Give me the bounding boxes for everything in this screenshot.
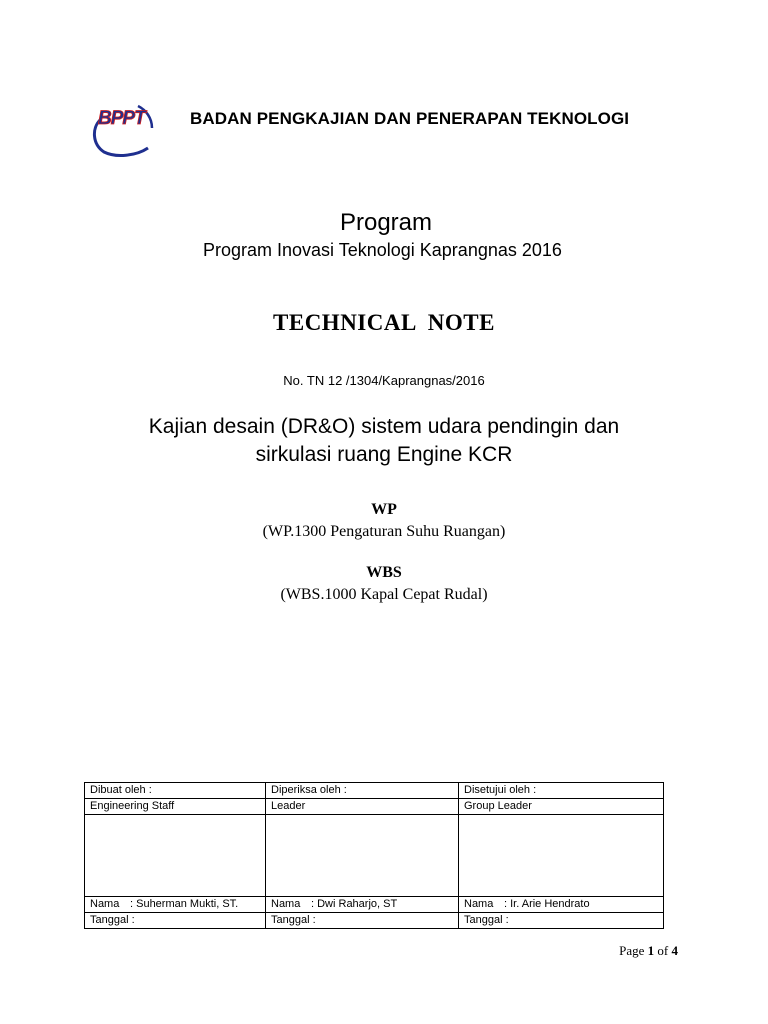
organization-name: BADAN PENGKAJIAN DAN PENERAPAN TEKNOLOGI bbox=[190, 109, 630, 128]
wbs-label: WBS bbox=[366, 564, 402, 581]
name-value: : Suherman Mukti, ST. bbox=[130, 898, 239, 910]
document-title-line-1: Kajian desain (DR&O) sistem udara pendingin dan bbox=[148, 415, 620, 438]
document-number: No. TN 12 /1304/Kaprangnas/2016 bbox=[283, 373, 485, 388]
signature-name-approved bbox=[459, 897, 664, 913]
wp-label: WP bbox=[371, 501, 397, 518]
signature-space-approved bbox=[459, 815, 664, 897]
name-label: Nama bbox=[464, 898, 494, 910]
page-total: 4 bbox=[671, 943, 678, 958]
document-type: TECHNICAL NOTE bbox=[273, 310, 495, 335]
signature-heading-approved: Disetujui oleh : bbox=[459, 783, 664, 799]
signature-space-row bbox=[85, 815, 664, 897]
signature-role-approved: Group Leader bbox=[459, 799, 664, 815]
wp-block bbox=[0, 499, 768, 543]
program-label: Program bbox=[339, 209, 433, 236]
signature-heading-checked: Diperiksa oleh : bbox=[266, 783, 459, 799]
page-word: Page bbox=[619, 943, 645, 958]
logo-text: BPPT bbox=[98, 108, 145, 129]
page-current: 1 bbox=[647, 943, 655, 958]
signature-date-prepared: Tanggal : bbox=[85, 913, 266, 929]
signature-heading-row bbox=[85, 783, 664, 799]
signature-space-prepared bbox=[85, 815, 266, 897]
signature-role-checked: Leader bbox=[266, 799, 459, 815]
wp-value: (WP.1300 Pengaturan Suhu Ruangan) bbox=[262, 523, 506, 540]
signature-heading-prepared: Dibuat oleh : bbox=[85, 783, 266, 799]
signature-name-prepared bbox=[85, 897, 266, 913]
of-word: of bbox=[657, 943, 669, 958]
page-number bbox=[619, 943, 678, 959]
name-label: Nama bbox=[271, 898, 301, 910]
signature-name-row bbox=[85, 897, 664, 913]
wbs-value: (WBS.1000 Kapal Cepat Rudal) bbox=[280, 586, 488, 603]
signature-space-checked bbox=[266, 815, 459, 897]
document-title-line-2: sirkulasi ruang Engine KCR bbox=[255, 443, 513, 466]
wbs-block bbox=[0, 562, 768, 606]
bppt-logo bbox=[88, 98, 158, 158]
name-label: Nama bbox=[90, 898, 120, 910]
document-title bbox=[0, 413, 768, 469]
signature-date-approved: Tanggal : bbox=[459, 913, 664, 929]
signature-table bbox=[84, 782, 664, 929]
program-name: Program Inovasi Teknologi Kaprangnas 2016 bbox=[203, 240, 562, 260]
name-value: : Dwi Raharjo, ST bbox=[311, 898, 398, 910]
name-value: : Ir. Arie Hendrato bbox=[504, 898, 590, 910]
signature-name-checked bbox=[266, 897, 459, 913]
signature-date-checked: Tanggal : bbox=[266, 913, 459, 929]
signature-role-row bbox=[85, 799, 664, 815]
signature-date-row bbox=[85, 913, 664, 929]
signature-role-prepared: Engineering Staff bbox=[85, 799, 266, 815]
